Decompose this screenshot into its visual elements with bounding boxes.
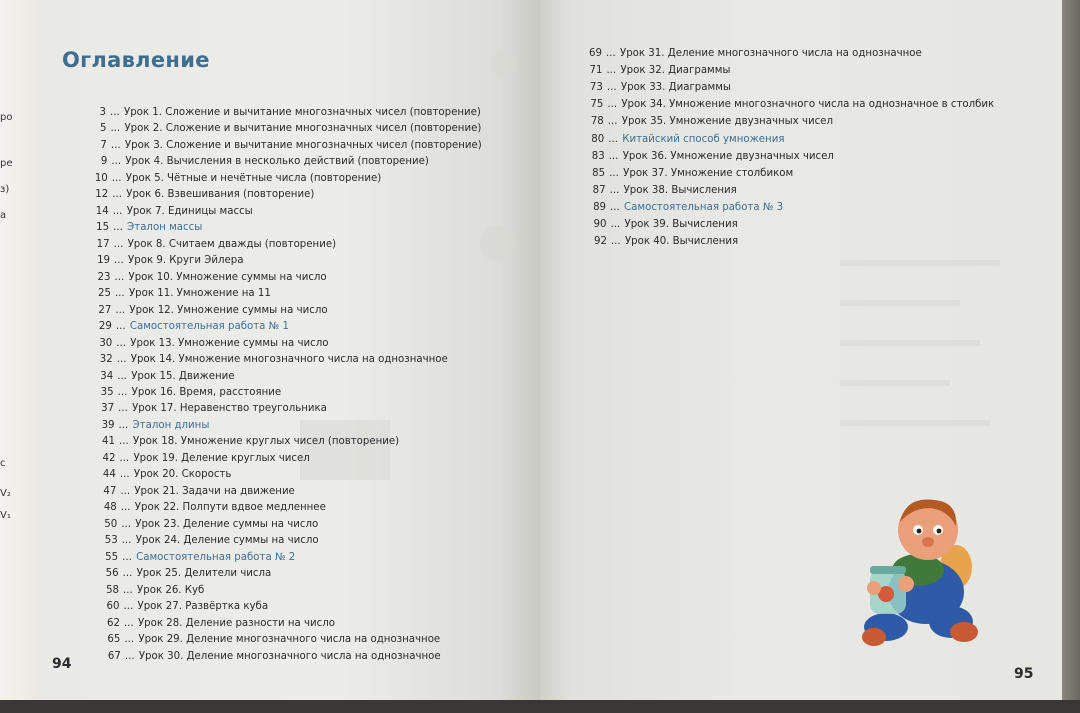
toc-leader-dots: ...: [606, 82, 617, 94]
toc-entry: [571, 151, 834, 162]
toc-entry: [78, 338, 328, 349]
toc-lesson-title: Урок 11. Умножение на 11: [128, 288, 271, 300]
toc-extra-title: Самостоятельная работа № 2: [136, 551, 296, 563]
toc-page-number: 92: [593, 236, 607, 248]
toc-lesson-title: Урок 21. Задачи на движение: [134, 485, 295, 497]
page-title: Оглавление: [62, 48, 210, 72]
toc-lesson-title: Урок 28. Деление разности на число: [137, 617, 336, 629]
toc-entry: [77, 288, 271, 299]
toc-leader-dots: ...: [117, 386, 128, 398]
toc-leader-dots: ...: [120, 502, 131, 514]
toc-page-number: 58: [106, 584, 120, 596]
toc-lesson-title: Урок 38. Вычисления: [623, 184, 737, 196]
toc-entry: [77, 272, 327, 283]
toc-page-number: 89: [593, 202, 607, 214]
adjacent-page-fragment: а: [0, 210, 7, 221]
toc-leader-dots: ...: [111, 172, 122, 184]
toc-page-number: 69: [589, 48, 602, 59]
toc-page-number: 19: [97, 255, 111, 267]
toc-lesson-title: Урок 29. Деление многозначного числа на однозначное: [138, 634, 441, 646]
toc-leader-dots: ...: [607, 116, 618, 128]
toc-leader-dots: ...: [610, 236, 621, 248]
toc-lesson-title: Урок 36. Умножение двузначных чисел: [622, 150, 834, 162]
toc-page-number: 50: [104, 518, 118, 530]
toc-lesson-title: Урок 30. Деление многозначного числа на однозначное: [138, 650, 441, 662]
toc-lesson-title: Урок 8. Считаем дважды (повторение): [127, 238, 337, 250]
toc-entry: [83, 519, 318, 530]
toc-entry: [85, 585, 204, 596]
toc-leader-dots: ...: [114, 271, 125, 283]
toc-page-number: 78: [590, 116, 604, 128]
toc-lesson-title: Урок 31. Деление многозначного числа на однозначное: [620, 48, 922, 59]
toc-entry: [573, 219, 738, 230]
toc-leader-dots: ...: [110, 139, 121, 151]
toc-page-number: 7: [100, 139, 107, 151]
toc-entry: [83, 502, 326, 513]
toc-entry: [84, 552, 295, 563]
toc-lesson-title: Урок 39. Вычисления: [624, 219, 738, 231]
toc-lesson-title: Урок 14. Умножение многозначного числа на однозначное: [130, 354, 448, 366]
toc-leader-dots: ...: [610, 202, 620, 214]
toc-lesson-title: Урок 17. Неравенство треугольника: [132, 403, 327, 415]
toc-leader-dots: ...: [608, 150, 619, 162]
toc-page-number: 30: [99, 337, 113, 349]
toc-lesson-title: Урок 18. Умножение круглых чисел (повторение): [133, 436, 400, 448]
toc-entry: [81, 453, 309, 464]
toc-extra-title: Самостоятельная работа № 3: [624, 202, 784, 214]
toc-lesson-title: Урок 2. Сложение и вычитание многозначных чисел (повторение): [124, 123, 482, 135]
toc-entry: [570, 116, 833, 127]
adjacent-page-fragment: с: [0, 458, 6, 469]
toc-leader-dots: ...: [114, 255, 124, 267]
toc-lesson-title: Урок 22. Полпути вдвое медленнее: [134, 502, 326, 514]
toc-entry: [79, 354, 448, 365]
toc-entry: [77, 305, 327, 316]
toc-leader-dots: ...: [609, 167, 619, 179]
toc-page-number: 44: [102, 469, 116, 481]
toc-page-number: 17: [96, 238, 110, 250]
toc-entry: [81, 436, 399, 447]
toc-lesson-title: Урок 5. Чётные и нечётные числа (повторение): [125, 172, 382, 184]
toc-entry: [78, 321, 289, 332]
toc-leader-dots: ...: [123, 584, 133, 596]
toc-leader-dots: ...: [124, 634, 135, 646]
toc-page-number: 14: [95, 205, 109, 217]
toc-page-number: 53: [104, 535, 118, 547]
toc-leader-dots: ...: [112, 205, 123, 217]
toc-entry: [75, 206, 253, 217]
toc-entry: [73, 140, 482, 151]
toc-page-number: 60: [106, 601, 120, 613]
toc-lesson-title: Урок 3. Сложение и вычитание многозначных чисел (повторение): [124, 139, 482, 151]
toc-entry: [568, 48, 922, 59]
toc-entry: [86, 601, 269, 612]
boy-with-jar-illustration: [856, 492, 986, 652]
toc-leader-dots: ...: [123, 617, 134, 629]
toc-lesson-title: Урок 34. Умножение многозначного числа на однозначное в столбик: [621, 99, 995, 111]
toc-page-number: 39: [101, 419, 115, 431]
toc-leader-dots: ...: [115, 304, 126, 316]
toc-page-number: 5: [99, 123, 107, 135]
toc-leader-dots: ...: [608, 133, 618, 145]
toc-lesson-title: Урок 7. Единицы массы: [126, 205, 253, 217]
toc-page-number: 80: [591, 133, 605, 145]
toc-leader-dots: ...: [122, 568, 133, 580]
toc-leader-dots: ...: [113, 238, 124, 250]
toc-leader-dots: ...: [118, 403, 128, 415]
toc-leader-dots: ...: [609, 184, 620, 196]
toc-page-number: 71: [589, 65, 603, 77]
toc-entry: [73, 156, 429, 167]
toc-page-number: 67: [107, 650, 121, 662]
toc-leader-dots: ...: [124, 650, 135, 662]
toc-leader-dots: ...: [111, 156, 122, 168]
toc-page-number: 41: [102, 436, 115, 448]
toc-entry: [571, 168, 793, 179]
toc-page-number: 85: [592, 167, 606, 179]
toc-leader-dots: ...: [610, 219, 621, 231]
toc-entry: [86, 634, 440, 645]
toc-leader-dots: ...: [118, 419, 129, 431]
toc-page-number: 12: [95, 189, 109, 201]
toc-lesson-title: Урок 6. Взвешивания (повторение): [126, 189, 315, 201]
page-number-right: 95: [1014, 666, 1034, 682]
toc-entry: [72, 107, 481, 118]
toc-leader-dots: ...: [112, 189, 122, 201]
toc-lesson-title: Урок 9. Круги Эйлера: [128, 255, 244, 267]
toc-page-number: 47: [103, 485, 117, 497]
adjacent-page-fragment: з): [0, 184, 10, 195]
toc-entry: [74, 173, 381, 184]
toc-extra-title: Китайский способ умножения: [622, 133, 785, 145]
toc-leader-dots: ...: [116, 337, 127, 349]
toc-leader-dots: ...: [120, 485, 131, 497]
toc-leader-dots: ...: [116, 354, 127, 366]
toc-lesson-title: Урок 37. Умножение столбиком: [623, 167, 794, 179]
toc-page-number: 10: [94, 172, 108, 184]
toc-page-number: 37: [101, 403, 115, 415]
toc-page-number: 42: [102, 452, 116, 464]
toc-page-number: 29: [98, 321, 112, 333]
toc-leader-dots: ...: [122, 551, 132, 563]
toc-entry: [72, 123, 481, 134]
toc-entry: [76, 255, 243, 266]
toc-lesson-title: Урок 40. Вычисления: [624, 236, 739, 248]
toc-entry: [572, 202, 783, 213]
toc-page-number: 34: [100, 370, 114, 382]
toc-extra-title: Эталон длины: [132, 419, 210, 431]
toc-lesson-title: Урок 32. Диаграммы: [620, 65, 731, 77]
table-edge: [0, 700, 1080, 713]
adjacent-page-fragment: V₁: [0, 510, 11, 521]
toc-page-number: 48: [103, 502, 117, 514]
toc-entry: [573, 236, 738, 247]
toc-lesson-title: Урок 12. Умножение суммы на число: [129, 304, 328, 316]
toc-lesson-title: Урок 13. Умножение суммы на число: [130, 337, 329, 349]
toc-entry: [80, 387, 282, 398]
adjacent-page-fragment: ре: [0, 158, 13, 169]
toc-page-number: 32: [99, 354, 113, 366]
toc-entry: [569, 82, 731, 93]
toc-page-number: 56: [105, 568, 119, 580]
toc-page-number: 55: [105, 551, 119, 563]
toc-lesson-title: Урок 35. Умножение двузначных чисел: [621, 116, 833, 128]
toc-page-number: 75: [590, 99, 604, 111]
toc-entry: [86, 618, 335, 629]
toc-leader-dots: ...: [110, 123, 121, 135]
toc-page-number: 15: [96, 222, 110, 234]
toc-page-number: 27: [98, 304, 112, 316]
toc-page-number: 65: [107, 634, 121, 646]
toc-page-number: 9: [100, 156, 108, 168]
toc-entry: [82, 486, 294, 497]
page-number-left: 94: [52, 656, 72, 672]
toc-page-number: 62: [106, 617, 120, 629]
book-edge-right: [1062, 0, 1080, 713]
toc-entry: [87, 651, 441, 662]
toc-lesson-title: Урок 25. Делители числа: [136, 568, 272, 580]
toc-entry: [80, 403, 327, 414]
toc-page-number: 90: [593, 219, 607, 231]
toc-entry: [81, 420, 210, 431]
toc-entry: [572, 185, 737, 196]
toc-leader-dots: ...: [117, 370, 127, 382]
toc-extra-title: Эталон массы: [127, 222, 203, 234]
toc-leader-dots: ...: [110, 107, 120, 118]
toc-lesson-title: Урок 20. Скорость: [133, 469, 232, 481]
toc-lesson-title: Урок 27. Развёртка куба: [137, 601, 269, 613]
toc-leader-dots: ...: [607, 99, 618, 111]
toc-leader-dots: ...: [114, 288, 125, 300]
toc-page-number: 35: [100, 386, 114, 398]
toc-lesson-title: Урок 33. Диаграммы: [620, 82, 731, 94]
toc-entry: [74, 189, 314, 200]
toc-extra-title: Самостоятельная работа № 1: [129, 321, 289, 333]
toc-entry: [570, 134, 784, 145]
toc-leader-dots: ...: [121, 535, 132, 547]
toc-page-number: 83: [591, 150, 605, 162]
toc-page-number: 73: [589, 82, 603, 94]
toc-leader-dots: ...: [606, 48, 616, 59]
toc-entry: [568, 65, 730, 76]
toc-lesson-title: Урок 4. Вычисления в несколько действий (повторение): [125, 156, 429, 168]
toc-entry: [75, 222, 202, 233]
toc-lesson-title: Урок 23. Деление суммы на число: [135, 518, 319, 530]
toc-page-number: 3: [99, 107, 106, 118]
toc-entry: [79, 371, 234, 382]
toc-entry: [82, 469, 231, 480]
adjacent-page-fragment: ро: [0, 112, 13, 123]
toc-entry: [76, 239, 336, 250]
toc-lesson-title: Урок 19. Деление круглых чисел: [133, 452, 310, 464]
toc-leader-dots: ...: [119, 469, 130, 481]
toc-lesson-title: Урок 24. Деление суммы на число: [135, 535, 319, 547]
toc-leader-dots: ...: [119, 452, 130, 464]
toc-page-number: 25: [97, 288, 111, 300]
toc-lesson-title: Урок 10. Умножение суммы на число: [128, 271, 327, 283]
toc-leader-dots: ...: [606, 65, 617, 77]
toc-lesson-title: Урок 1. Сложение и вычитание многозначных чисел (повторение): [124, 107, 481, 118]
toc-leader-dots: ...: [119, 436, 129, 448]
toc-entry: [569, 99, 994, 110]
toc-leader-dots: ...: [123, 601, 134, 613]
adjacent-page-fragment: V₂: [0, 488, 11, 499]
toc-lesson-title: Урок 16. Время, расстояние: [131, 386, 282, 398]
toc-page-number: 23: [97, 271, 111, 283]
toc-leader-dots: ...: [115, 321, 126, 333]
toc-entry: [84, 535, 319, 546]
toc-lesson-title: Урок 15. Движение: [131, 370, 235, 382]
toc-lesson-title: Урок 26. Куб: [137, 584, 205, 596]
toc-leader-dots: ...: [113, 222, 123, 234]
toc-leader-dots: ...: [121, 518, 131, 530]
toc-entry: [85, 568, 272, 579]
toc-page-number: 87: [592, 184, 606, 196]
